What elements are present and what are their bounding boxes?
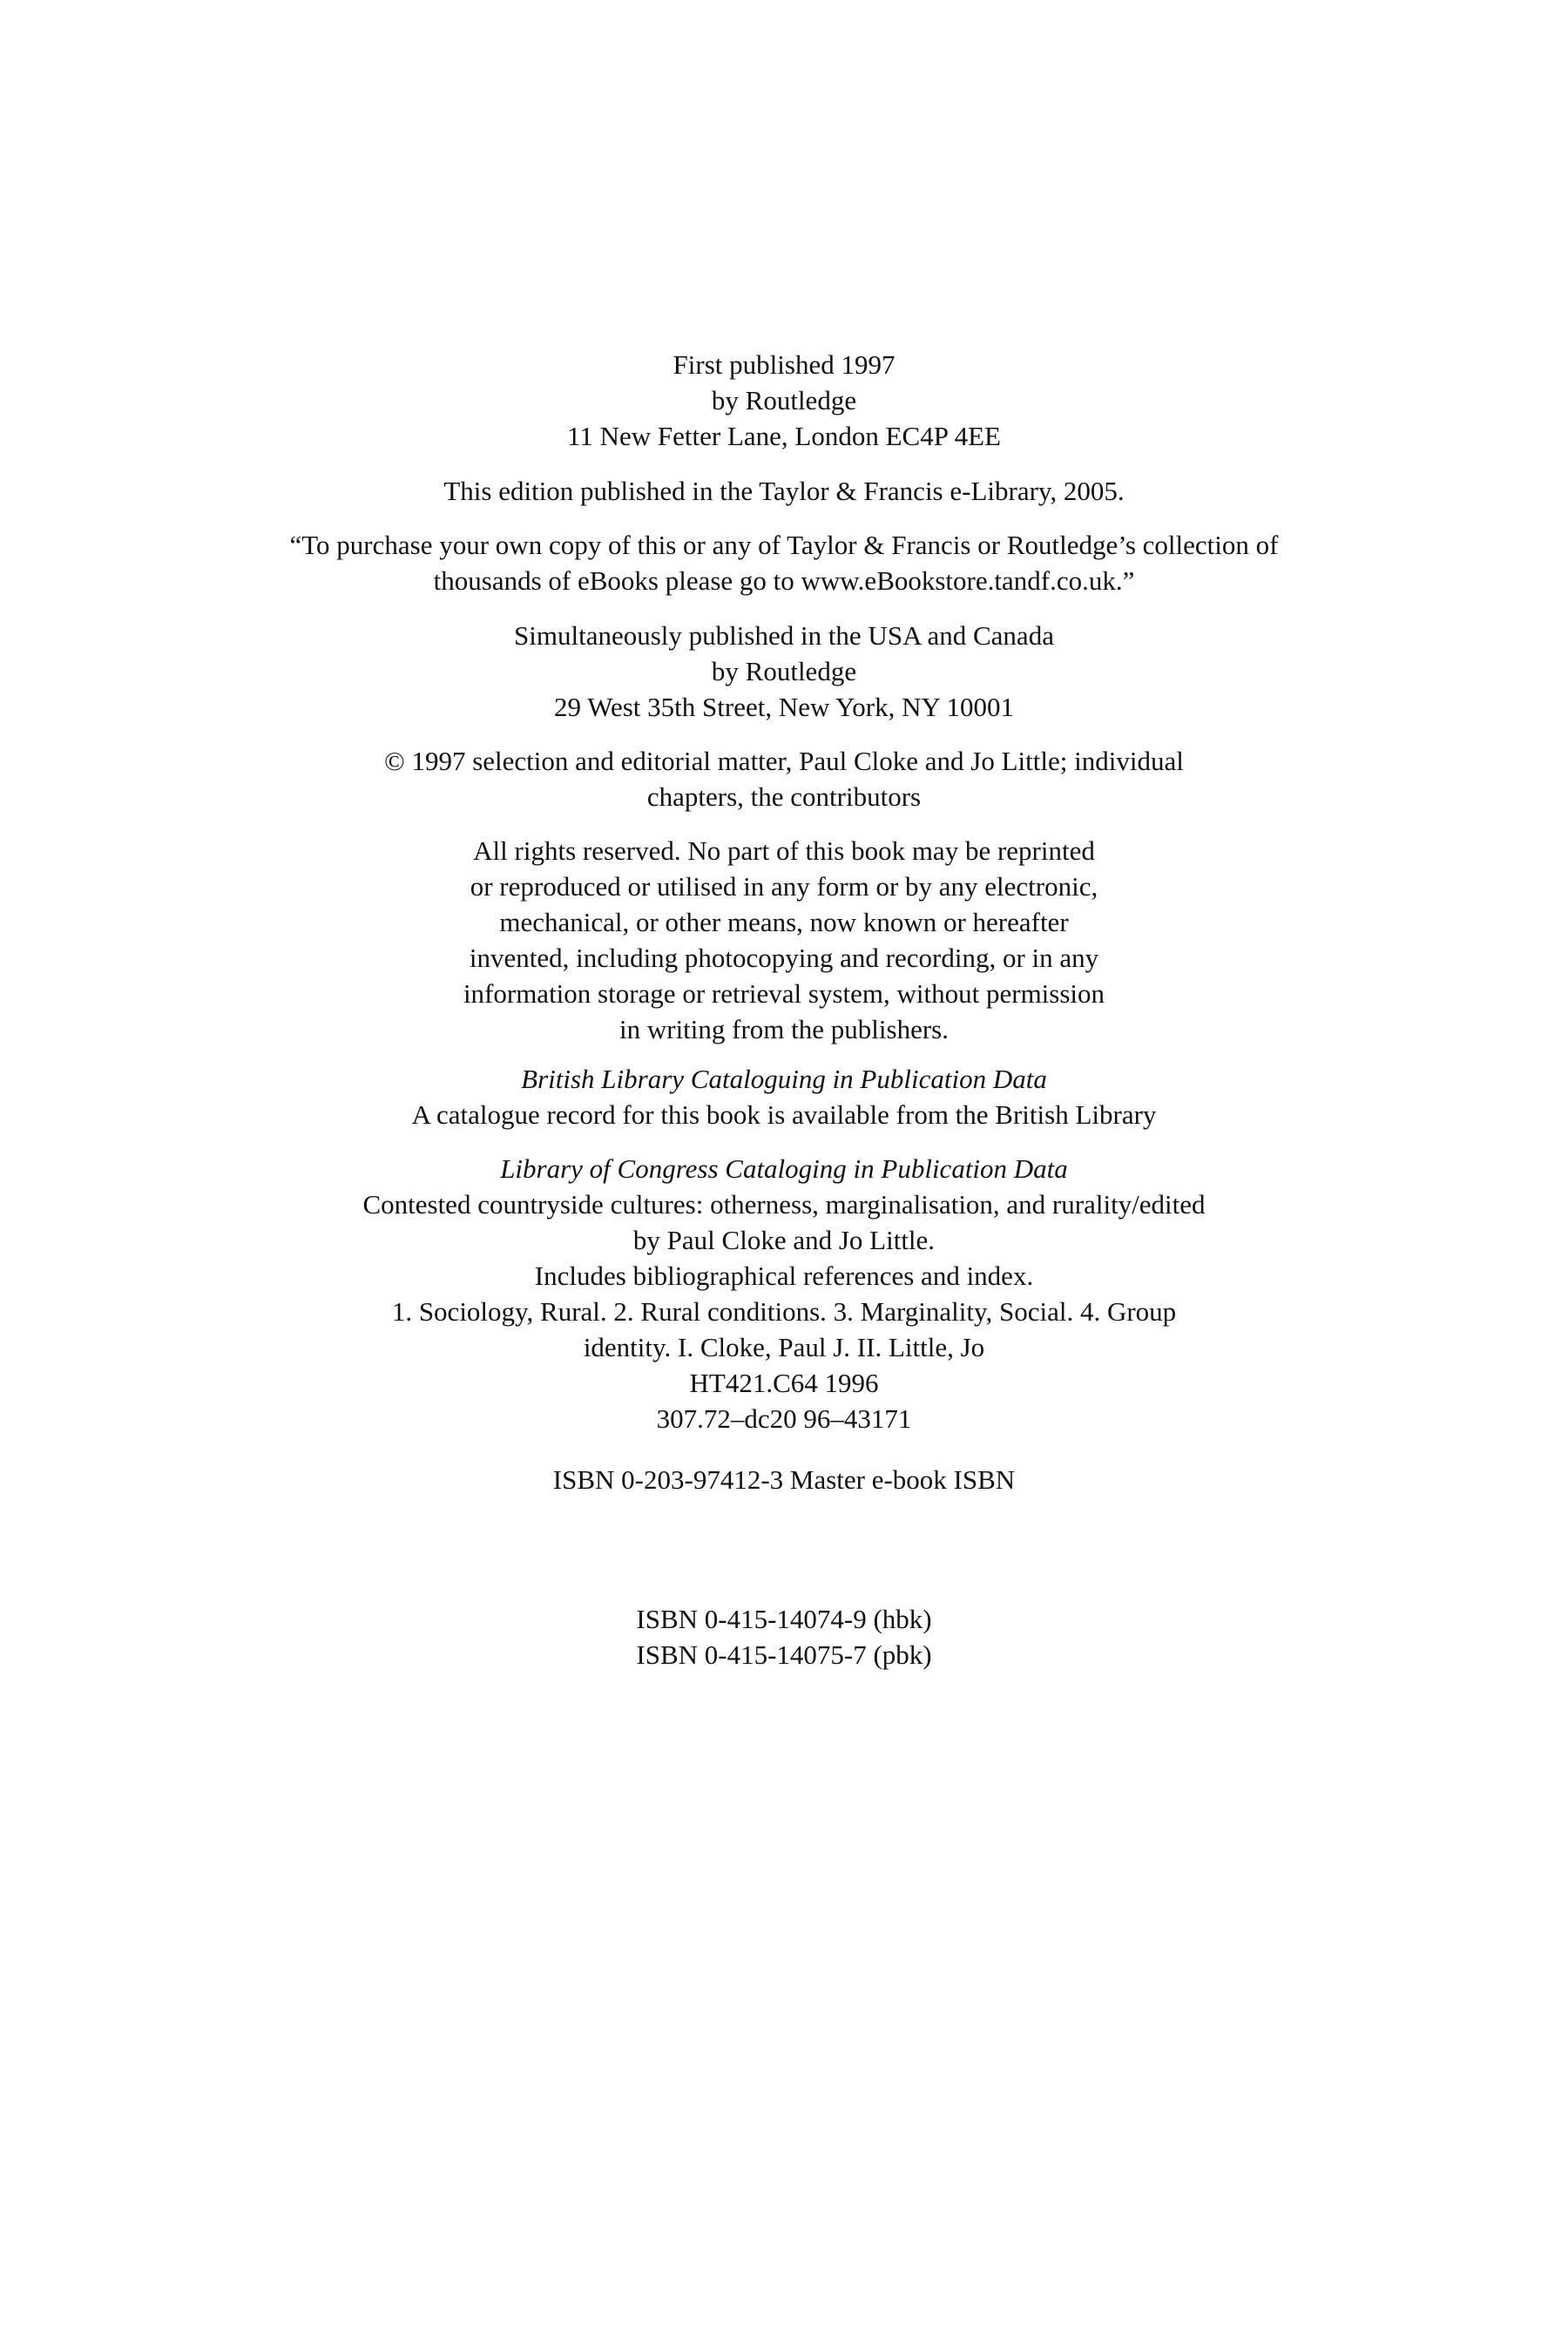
publisher-name-line: by Routledge (711, 385, 857, 416)
isbn-hardback: ISBN 0-415-14074-9 (hbk) (636, 1604, 932, 1634)
usa-publication-block (0, 618, 1568, 725)
rights-line-6: in writing from the publishers. (619, 1014, 949, 1044)
rights-line-5: information storage or retrieval system, without permission (463, 978, 1105, 1009)
master-ebook-isbn: ISBN 0-203-97412-3 Master e-book ISBN (552, 1464, 1016, 1495)
purchase-note-block (0, 527, 1568, 598)
british-library-heading: British Library Cataloguing in Publication Data (521, 1064, 1047, 1094)
first-published-line: First published 1997 (672, 349, 896, 380)
copyright-line-2: chapters, the contributors (646, 781, 922, 812)
british-library-text: A catalogue record for this book is available from the British Library (411, 1099, 1157, 1130)
copyright-block (0, 743, 1568, 814)
loc-line-3: Includes bibliographical references and index. (534, 1260, 1034, 1291)
rights-line-4: invented, including photocopying and recording, or in any (469, 943, 1099, 973)
usa-publisher-address-line: 29 West 35th Street, New York, NY 10001 (554, 692, 1014, 722)
rights-line-1: All rights reserved. No part of this book may be reprinted (473, 835, 1095, 866)
british-library-block (0, 1061, 1568, 1132)
ebook-edition-line: This edition published in the Taylor & Francis e-Library, 2005. (443, 476, 1125, 506)
loc-call-number: HT421.C64 1996 (689, 1368, 879, 1398)
ebook-edition-block (0, 473, 1568, 509)
rights-reserved-block (0, 833, 1568, 1047)
purchase-note-line-2: thousands of eBooks please go to www.eBookstore.tandf.co.uk.” (433, 565, 1135, 596)
isbn-paperback: ISBN 0-415-14075-7 (pbk) (636, 1639, 932, 1670)
loc-dewey-number: 307.72–dc20 96–43171 (656, 1403, 912, 1434)
usa-publisher-name-line: by Routledge (711, 656, 857, 686)
library-of-congress-block (0, 1151, 1568, 1436)
rights-line-3: mechanical, or other means, now known or hereafter (499, 907, 1069, 937)
purchase-note-line-1: “To purchase your own copy of this or any of Taylor & Francis or Routledge’s collection of (289, 530, 1279, 560)
copyright-line-1: © 1997 selection and editorial matter, Paul Cloke and Jo Little; individual (384, 746, 1184, 776)
publisher-address-line: 11 New Fetter Lane, London EC4P 4EE (567, 421, 1001, 451)
loc-line-1: Contested countryside cultures: otherness, marginalisation, and rurality/edited (362, 1189, 1206, 1220)
master-isbn-block (0, 1462, 1568, 1497)
loc-line-4: 1. Sociology, Rural. 2. Rural conditions. 3. Marginality, Social. 4. Group (391, 1296, 1177, 1327)
usa-publication-line: Simultaneously published in the USA and Canada (514, 620, 1054, 651)
rights-line-2: or reproduced or utilised in any form or by any electronic, (470, 871, 1098, 902)
loc-line-2: by Paul Cloke and Jo Little. (632, 1225, 936, 1255)
loc-line-5: identity. I. Cloke, Paul J. II. Little, Jo (583, 1332, 985, 1362)
first-published-block (0, 347, 1568, 454)
print-isbn-block (0, 1601, 1568, 1673)
library-of-congress-heading: Library of Congress Cataloging in Publication Data (500, 1153, 1068, 1184)
